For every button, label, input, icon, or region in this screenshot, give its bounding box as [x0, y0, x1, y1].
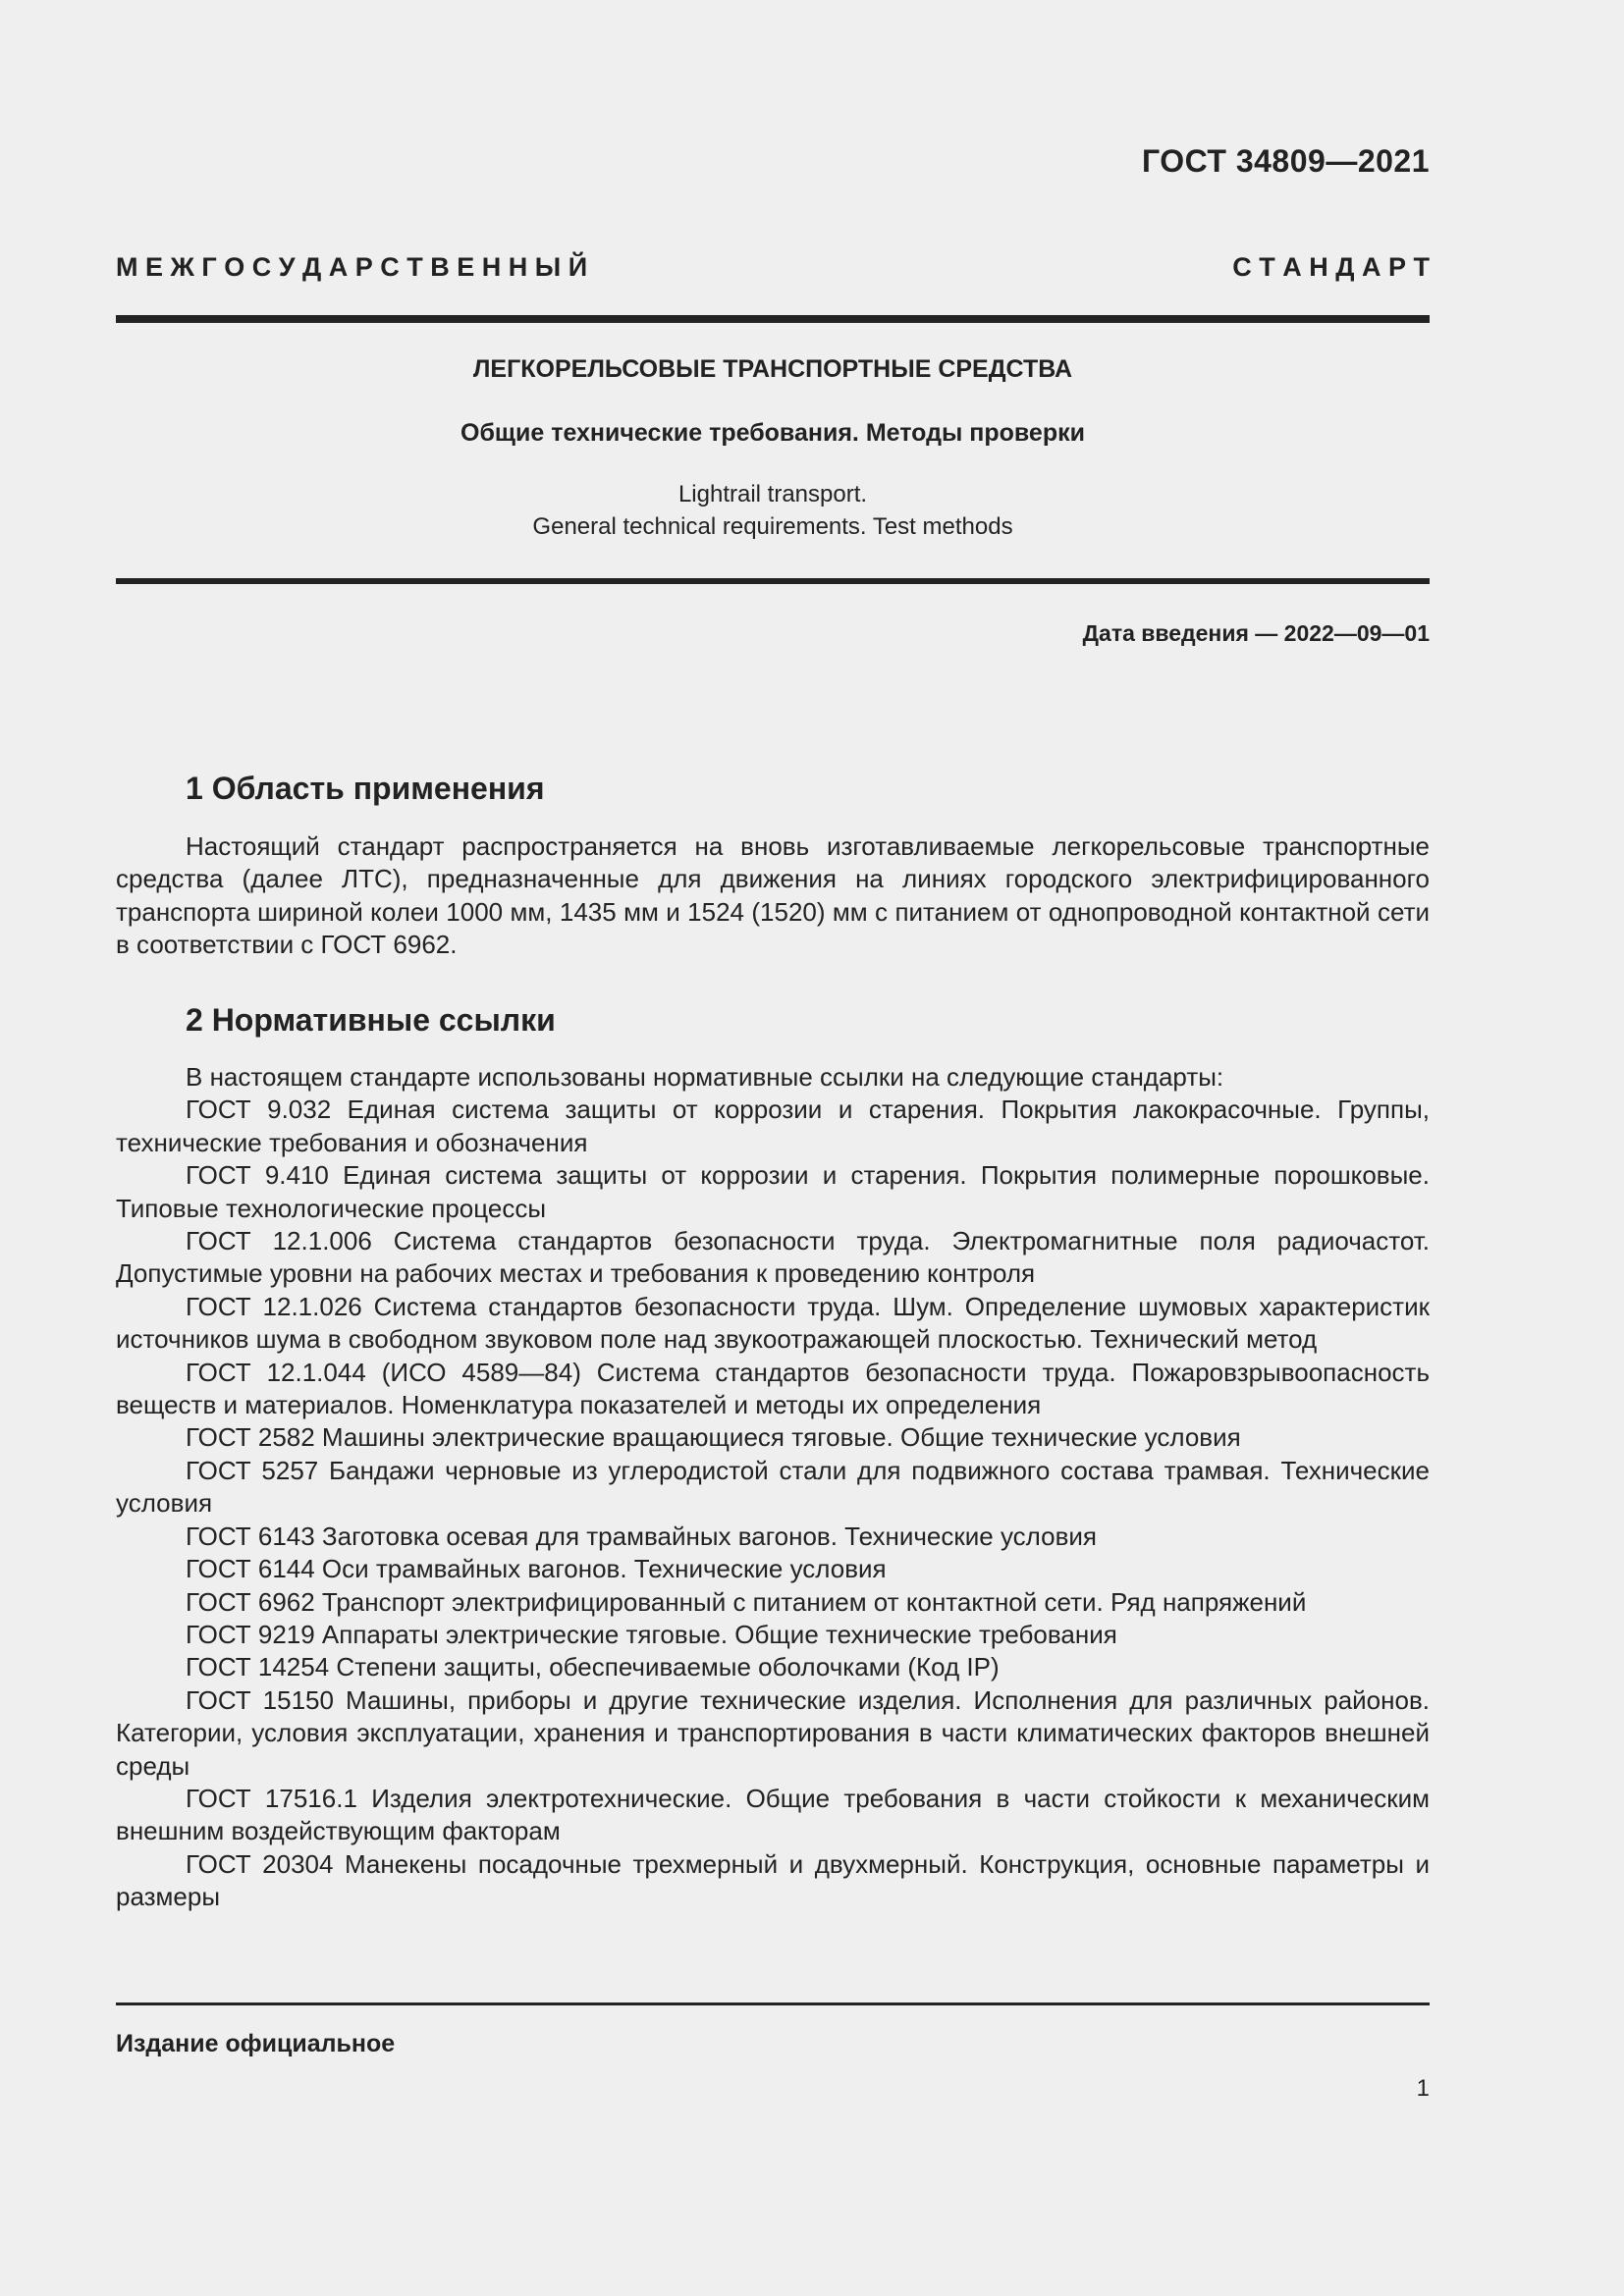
reference-item: ГОСТ 12.1.006 Система стандартов безопасности труда. Электромагнитные поля радиочастот. Допустимые уровни на рабочих местах и требования к проведению контроля	[116, 1226, 1430, 1289]
reference-item: ГОСТ 2582 Машины электрические вращающиеся тяговые. Общие технические условия	[186, 1422, 1241, 1453]
reference-item: ГОСТ 12.1.044 (ИСО 4589—84) Система стандартов безопасности труда. Пожаровзрывоопасность веществ и материалов. Номенклатура показателей и методы их определения	[116, 1357, 1430, 1420]
reference-item: ГОСТ 20304 Манекены посадочные трехмерный и двухмерный. Конструкция, основные параметры и размеры	[116, 1848, 1430, 1912]
reference-item: ГОСТ 6144 Оси трамвайных вагонов. Технические условия	[186, 1554, 887, 1584]
document-subtitle: Общие технические требования. Методы проверки	[460, 419, 1085, 447]
reference-item: ГОСТ 14254 Степени защиты, обеспечиваемые оболочками (Код IP)	[186, 1652, 1000, 1682]
section-1-body	[116, 830, 1430, 962]
reference-item: ГОСТ 5257 Бандажи черновые из углеродистой стали для подвижного состава трамвая. Технические условия	[116, 1455, 1430, 1519]
document-number: ГОСТ 34809—2021	[1141, 143, 1430, 179]
english-title	[116, 478, 1430, 543]
section-2-body	[116, 1061, 1430, 1914]
section-2-heading: 2 Нормативные ссылки	[186, 1002, 556, 1038]
reference-item: ГОСТ 9.032 Единая система защиты от коррозии и старения. Покрытия лакокрасочные. Группы, технические требования и обозначения	[116, 1095, 1430, 1157]
standard-type-word-1: М Е Ж Г О С У Д А Р С Т В Е Н Н Ы Й	[116, 252, 588, 282]
introduction-date: Дата введения — 2022—09—01	[1082, 620, 1430, 646]
title-divider	[116, 578, 1430, 584]
section-1-paragraph: Настоящий стандарт распространяется на вновь изготавливаемые легкорельсовые транспортные средства (далее ЛТС), предназначенные для движения на линиях городского электрифицированного транспорта шириной колеи 1000 мм, 1435 мм и 1524 (1520) мм с питанием от однопроводной контактной сети в соответствии с ГОСТ 6962.	[116, 831, 1430, 960]
standard-type-word-2: С Т А Н Д А Р Т	[1232, 252, 1430, 282]
page-number: 1	[1416, 2075, 1430, 2102]
footer-divider	[116, 2002, 1430, 2005]
reference-item: ГОСТ 15150 Машины, приборы и другие технические изделия. Исполнения для различных районов. Категории, условия эксплуатации, хранения и транспортирования в части климатических факторов внешней среды	[116, 1684, 1430, 1781]
standard-type-line	[116, 252, 1430, 282]
section-1-heading: 1 Область применения	[186, 771, 545, 806]
english-title-line-1: Lightrail transport.	[677, 481, 868, 507]
edition-label: Издание официальное	[116, 2030, 396, 2057]
document-title: ЛЕГКОРЕЛЬСОВЫЕ ТРАНСПОРТНЫЕ СРЕДСТВА	[472, 355, 1073, 383]
reference-item: ГОСТ 9219 Аппараты электрические тяговые. Общие технические требования	[186, 1619, 1117, 1649]
section-2-intro: В настоящем стандарте использованы нормативные ссылки на следующие стандарты:	[186, 1062, 1224, 1092]
header-divider	[116, 315, 1430, 323]
reference-item: ГОСТ 12.1.026 Система стандартов безопасности труда. Шум. Определение шумовых характеристик источников шума в свободном звуковом поле над звукоотражающей плоскостью. Технический метод	[116, 1291, 1430, 1355]
reference-item: ГОСТ 17516.1 Изделия электротехнические. Общие требования в части стойкости к механическим внешним воздействующим факторам	[116, 1783, 1430, 1846]
reference-item: ГОСТ 9.410 Единая система защиты от коррозии и старения. Покрытия полимерные порошковые. Типовые технологические процессы	[116, 1160, 1430, 1223]
english-title-line-2: General technical requirements. Test methods	[532, 513, 1013, 540]
reference-item: ГОСТ 6962 Транспорт электрифицированный с питанием от контактной сети. Ряд напряжений	[186, 1586, 1307, 1617]
reference-item: ГОСТ 6143 Заготовка осевая для трамвайных вагонов. Технические условия	[186, 1521, 1097, 1551]
